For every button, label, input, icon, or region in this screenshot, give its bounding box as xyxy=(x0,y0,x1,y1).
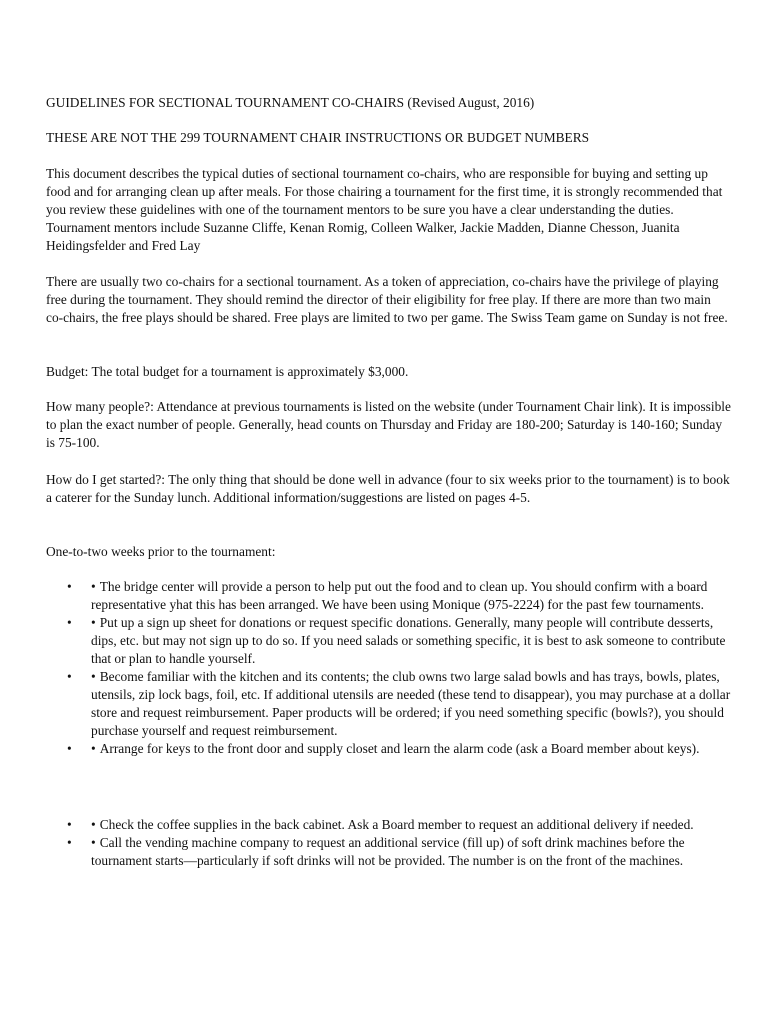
list-item xyxy=(46,816,736,834)
list-item-text: Arrange for keys to the front door and supply closet and learn the alarm code (ask a Board member about keys). xyxy=(99,741,700,756)
list-item xyxy=(46,578,736,614)
bullet-glyph: • xyxy=(91,579,96,594)
bullet-marker: • xyxy=(67,817,72,832)
bullet-marker: • xyxy=(67,615,72,630)
prior-weeks-heading: One-to-two weeks prior to the tournament: xyxy=(46,544,276,559)
bullet-marker: • xyxy=(67,669,72,684)
bullet-marker: • xyxy=(67,835,72,850)
list-item-text: Check the coffee supplies in the back cabinet. Ask a Board member to request an additional delivery if needed. xyxy=(99,817,694,832)
bullet-glyph: • xyxy=(91,835,96,850)
list-item-text: Put up a sign up sheet for donations or request specific donations. Generally, many people will contribute desserts, dips, etc. but may not sign up to do so. If you need salads or something specific, it is best to ask someone to contribute that or plan to handle yourself. xyxy=(91,615,726,666)
list-item-text: Call the vending machine company to request an additional service (fill up) of soft drink machines before the tournament starts—particularly if soft drinks will not be provided. The number is on the front of the machines. xyxy=(91,835,685,868)
bullet-marker: • xyxy=(67,579,72,594)
getting-started-paragraph: How do I get started?: The only thing that should be done well in advance (four to six weeks prior to the tournament) is to book a caterer for the Sunday lunch. Additional information/suggestions are listed on pages 4-5. xyxy=(46,472,730,505)
cochairs-paragraph: There are usually two co-chairs for a sectional tournament. As a token of appreciation, co-chairs have the privilege of playing free during the tournament. They should remind the director of their eligibility for free play. If there are more than two main co-chairs, the free plays should be shared. Free plays are limited to two per game. The Swiss Team game on Sunday is not free. xyxy=(46,274,728,325)
bullet-marker: • xyxy=(67,741,72,756)
document-subtitle: THESE ARE NOT THE 299 TOURNAMENT CHAIR INSTRUCTIONS OR BUDGET NUMBERS xyxy=(46,130,590,145)
list-item xyxy=(46,740,736,758)
list-item-text: Become familiar with the kitchen and its contents; the club owns two large salad bowls and has trays, bowls, plates, utensils, zip lock bags, foil, etc. If additional utensils are needed (these tend to disappear), you may purchase at a dollar store and request reimbursement. Paper products will be ordered; if you need something specific (bowls?), you should purchase yourself and request reimbursement. xyxy=(91,669,731,738)
bullet-glyph: • xyxy=(91,817,96,832)
bullet-glyph: • xyxy=(91,669,96,684)
bullet-glyph: • xyxy=(91,741,96,756)
list-item xyxy=(46,614,736,668)
budget-paragraph: Budget: The total budget for a tournament is approximately $3,000. xyxy=(46,364,409,379)
bullet-glyph: • xyxy=(91,615,96,630)
document-title: GUIDELINES FOR SECTIONAL TOURNAMENT CO-CHAIRS (Revised August, 2016) xyxy=(46,95,535,110)
list-item-text: The bridge center will provide a person to help put out the food and to clean up. You should confirm with a board representative yhat this has been arranged. We have been using Monique (975-2224) for the past few tournaments. xyxy=(91,579,708,612)
task-list-2 xyxy=(46,816,736,870)
intro-paragraph: This document describes the typical duties of sectional tournament co-chairs, who are responsible for buying and setting up food and for arranging clean up after meals. For those chairing a tournament for the first time, it is strongly recommended that you review these guidelines with one of the tournament mentors to be sure you have a clear understanding the duties. Tournament mentors include Suzanne Cliffe, Kenan Romig, Colleen Walker, Jackie Madden, Dianne Chesson, Juanita Heidingsfelder and Fred Lay xyxy=(46,166,723,253)
list-item xyxy=(46,834,736,870)
task-list-1 xyxy=(46,578,736,758)
attendance-paragraph: How many people?: Attendance at previous tournaments is listed on the website (under Tournament Chair link). It is impossible to plan the exact number of people. Generally, head counts on Thursday and Friday are 180-200; Saturday is 140-160; Sunday is 75-100. xyxy=(46,399,731,450)
list-item xyxy=(46,668,736,740)
